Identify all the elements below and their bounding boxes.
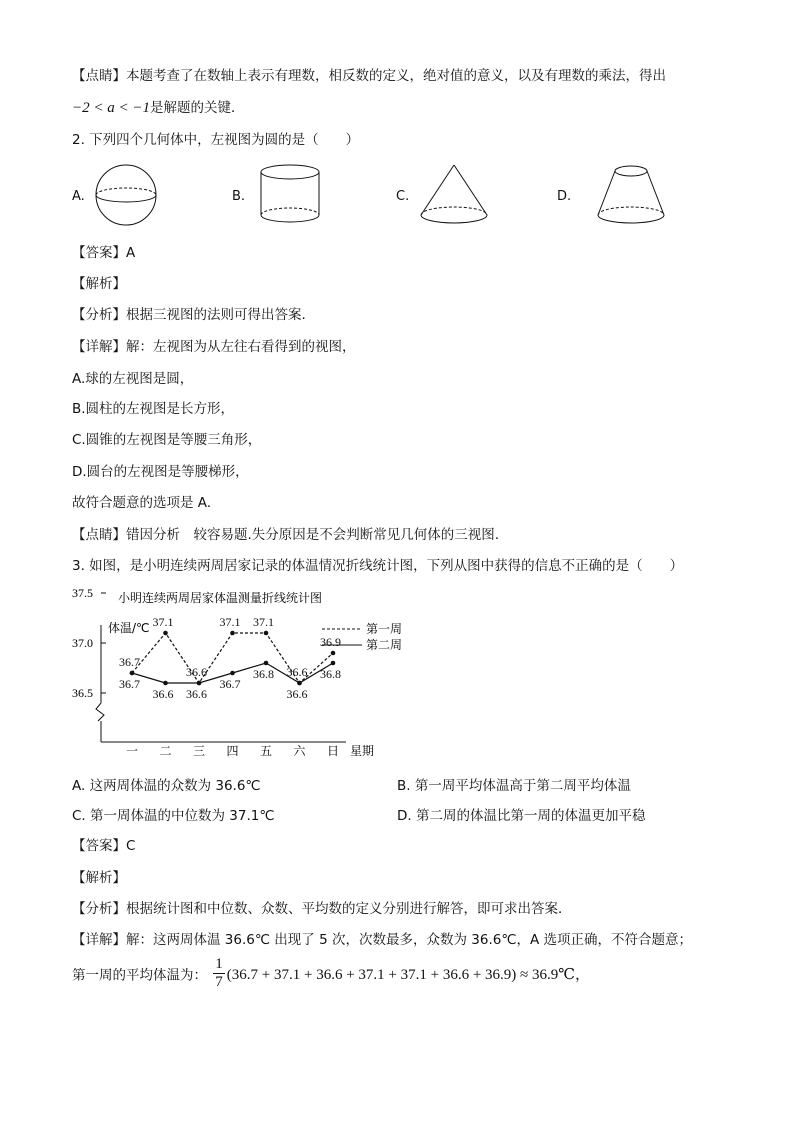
- answer-value: C: [126, 838, 136, 854]
- fenxi-tag: 【分析】: [72, 307, 126, 323]
- q3-option-d: D. 第二周的体温比第一周的体温更加平稳: [397, 808, 646, 824]
- q2-answer: [72, 243, 135, 263]
- remark-q1-line1: [72, 66, 666, 86]
- q3-analysis-tag: 【解析】: [72, 870, 126, 886]
- q3-mean-line: [72, 956, 590, 991]
- q2-option-d-label: D.: [557, 189, 572, 204]
- data-label: 37.1: [219, 615, 241, 629]
- chart-marks: [72, 586, 341, 758]
- remark-text: 错因分析 较容易题.失分原因是不会判断常见几何体的三视图.: [126, 527, 500, 543]
- data-label: 36.8: [253, 667, 274, 681]
- data-point: [163, 631, 168, 636]
- data-label: 36.6: [286, 665, 308, 679]
- data-point: [331, 661, 336, 666]
- data-label: 36.7: [219, 677, 241, 691]
- remark-tag: 【点睛】: [72, 527, 126, 543]
- data-label: 36.6: [186, 665, 207, 679]
- fraction-denominator: 7: [215, 974, 223, 990]
- remark-cont: 是解题的关键．: [150, 100, 245, 116]
- y-tick-label: 37.0: [72, 636, 93, 650]
- q3-option-b: B. 第一周平均体温高于第二周平均体温: [397, 778, 631, 794]
- q2-line-b: B.圆柱的左视图是长方形，: [72, 401, 235, 417]
- detail-tag: 【详解】: [72, 339, 126, 355]
- answer-tag: 【答案】: [72, 245, 126, 261]
- inequality-math: −2 < a < −1: [72, 100, 150, 116]
- y-tick-label: 36.5: [72, 686, 93, 700]
- q3-option-a: A. 这两周体温的众数为 36.6℃: [72, 778, 261, 794]
- chart-ylabel: 体温/℃: [108, 621, 150, 635]
- data-point: [230, 631, 235, 636]
- data-label: 36.6: [286, 687, 308, 701]
- fenxi-tag: 【分析】: [72, 901, 126, 917]
- legend-week2-label: 第二周: [366, 638, 403, 652]
- fenxi-text: 根据三视图的法则可得出答案.: [126, 307, 306, 323]
- x-tick-label: 一: [126, 744, 139, 758]
- x-tick-label: 三: [193, 744, 206, 758]
- remark-tag: 【点睛】: [72, 68, 126, 84]
- q3-stem: 3. 如图，是小明连续两周居家记录的体温情况折线统计图，下列从图中获得的信息不正确的是（ ）: [72, 558, 684, 574]
- data-label: 36.7: [119, 677, 140, 691]
- q3-option-c: C. 第一周体温的中位数为 37.1℃: [72, 808, 275, 824]
- q2-option-a-label: A.: [72, 189, 85, 204]
- mean-label: 第一周的平均体温为：: [72, 967, 207, 984]
- fraction: [213, 956, 225, 991]
- detail-tag: 【详解】: [72, 932, 126, 948]
- data-point: [331, 651, 336, 656]
- q2-remark: [72, 525, 499, 545]
- data-point: [230, 671, 235, 676]
- data-label: 36.6: [152, 687, 174, 701]
- q3-fenxi: [72, 899, 572, 919]
- detail-text: 解：左视图为从左往右看得到的视图，: [126, 339, 356, 355]
- x-tick-label: 四: [226, 744, 239, 758]
- data-label: 36.6: [186, 687, 207, 701]
- q2-line-c: C.圆锥的左视图是等腰三角形，: [72, 432, 262, 448]
- detail-text: 解：这两周体温 36.6℃ 出现了 5 次，次数最多，众数为 36.6℃，A 选项正确，不符合题意；: [126, 932, 693, 948]
- legend-week1-label: 第一周: [366, 622, 403, 636]
- x-tick-label: 六: [293, 744, 306, 758]
- answer-tag: 【答案】: [72, 838, 126, 854]
- q2-detail: [72, 337, 356, 357]
- sphere-icon: [94, 163, 158, 227]
- q2-option-b-label: B.: [232, 189, 246, 204]
- data-label: 36.7: [119, 655, 140, 669]
- remark-text: 本题考查了在数轴上表示有理数，相反数的定义，绝对值的意义，以及有理数的乘法，得出: [126, 68, 666, 84]
- q2-line-d: D.圆台的左视图是等腰梯形，: [72, 464, 249, 480]
- data-point: [264, 661, 269, 666]
- data-point: [297, 681, 302, 686]
- data-label: 37.1: [152, 615, 174, 629]
- frustum-icon: [594, 163, 668, 227]
- data-point: [264, 631, 269, 636]
- data-point: [163, 681, 168, 686]
- q3-detail: [72, 930, 692, 950]
- data-label: 37.1: [253, 615, 274, 629]
- data-label: 36.8: [320, 667, 341, 681]
- temperature-line-chart: [70, 585, 420, 760]
- q2-stem: 2. 下列四个几何体中，左视图为圆的是（ ）: [72, 132, 360, 148]
- q2-conclusion: 故符合题意的选项是 A.: [72, 495, 212, 511]
- data-label: 36.9: [320, 635, 341, 649]
- remark-q1-line2: [72, 98, 245, 118]
- chart-xlabel: 星期: [350, 744, 375, 758]
- answer-value: A: [126, 245, 136, 261]
- x-tick-label: 二: [159, 744, 172, 758]
- x-tick-label: 五: [260, 744, 273, 758]
- fenxi-text: 根据统计图和中位数、众数、平均数的定义分别进行解答，即可求出答案．: [126, 901, 572, 917]
- cylinder-icon: [258, 163, 322, 225]
- q2-option-c-label: C.: [396, 189, 410, 204]
- fraction-numerator: 1: [215, 956, 223, 972]
- q2-analysis-tag: 【解析】: [72, 276, 126, 292]
- chart-title: 小明连续两周居家体温测量折线统计图: [118, 591, 323, 605]
- axis-break: [96, 703, 104, 721]
- x-tick-label: 日: [327, 744, 340, 758]
- data-point: [130, 671, 135, 676]
- cone-icon: [418, 162, 490, 228]
- q2-line-a: A.球的左视图是圆，: [72, 371, 194, 387]
- q3-answer: [72, 836, 135, 856]
- q2-fenxi: [72, 305, 306, 325]
- mean-expression: (36.7 + 37.1 + 36.6 + 37.1 + 37.1 + 36.6 + 36.9) ≈ 36.9℃，: [226, 967, 591, 983]
- y-tick-label: 37.5: [72, 586, 93, 600]
- data-point: [197, 681, 202, 686]
